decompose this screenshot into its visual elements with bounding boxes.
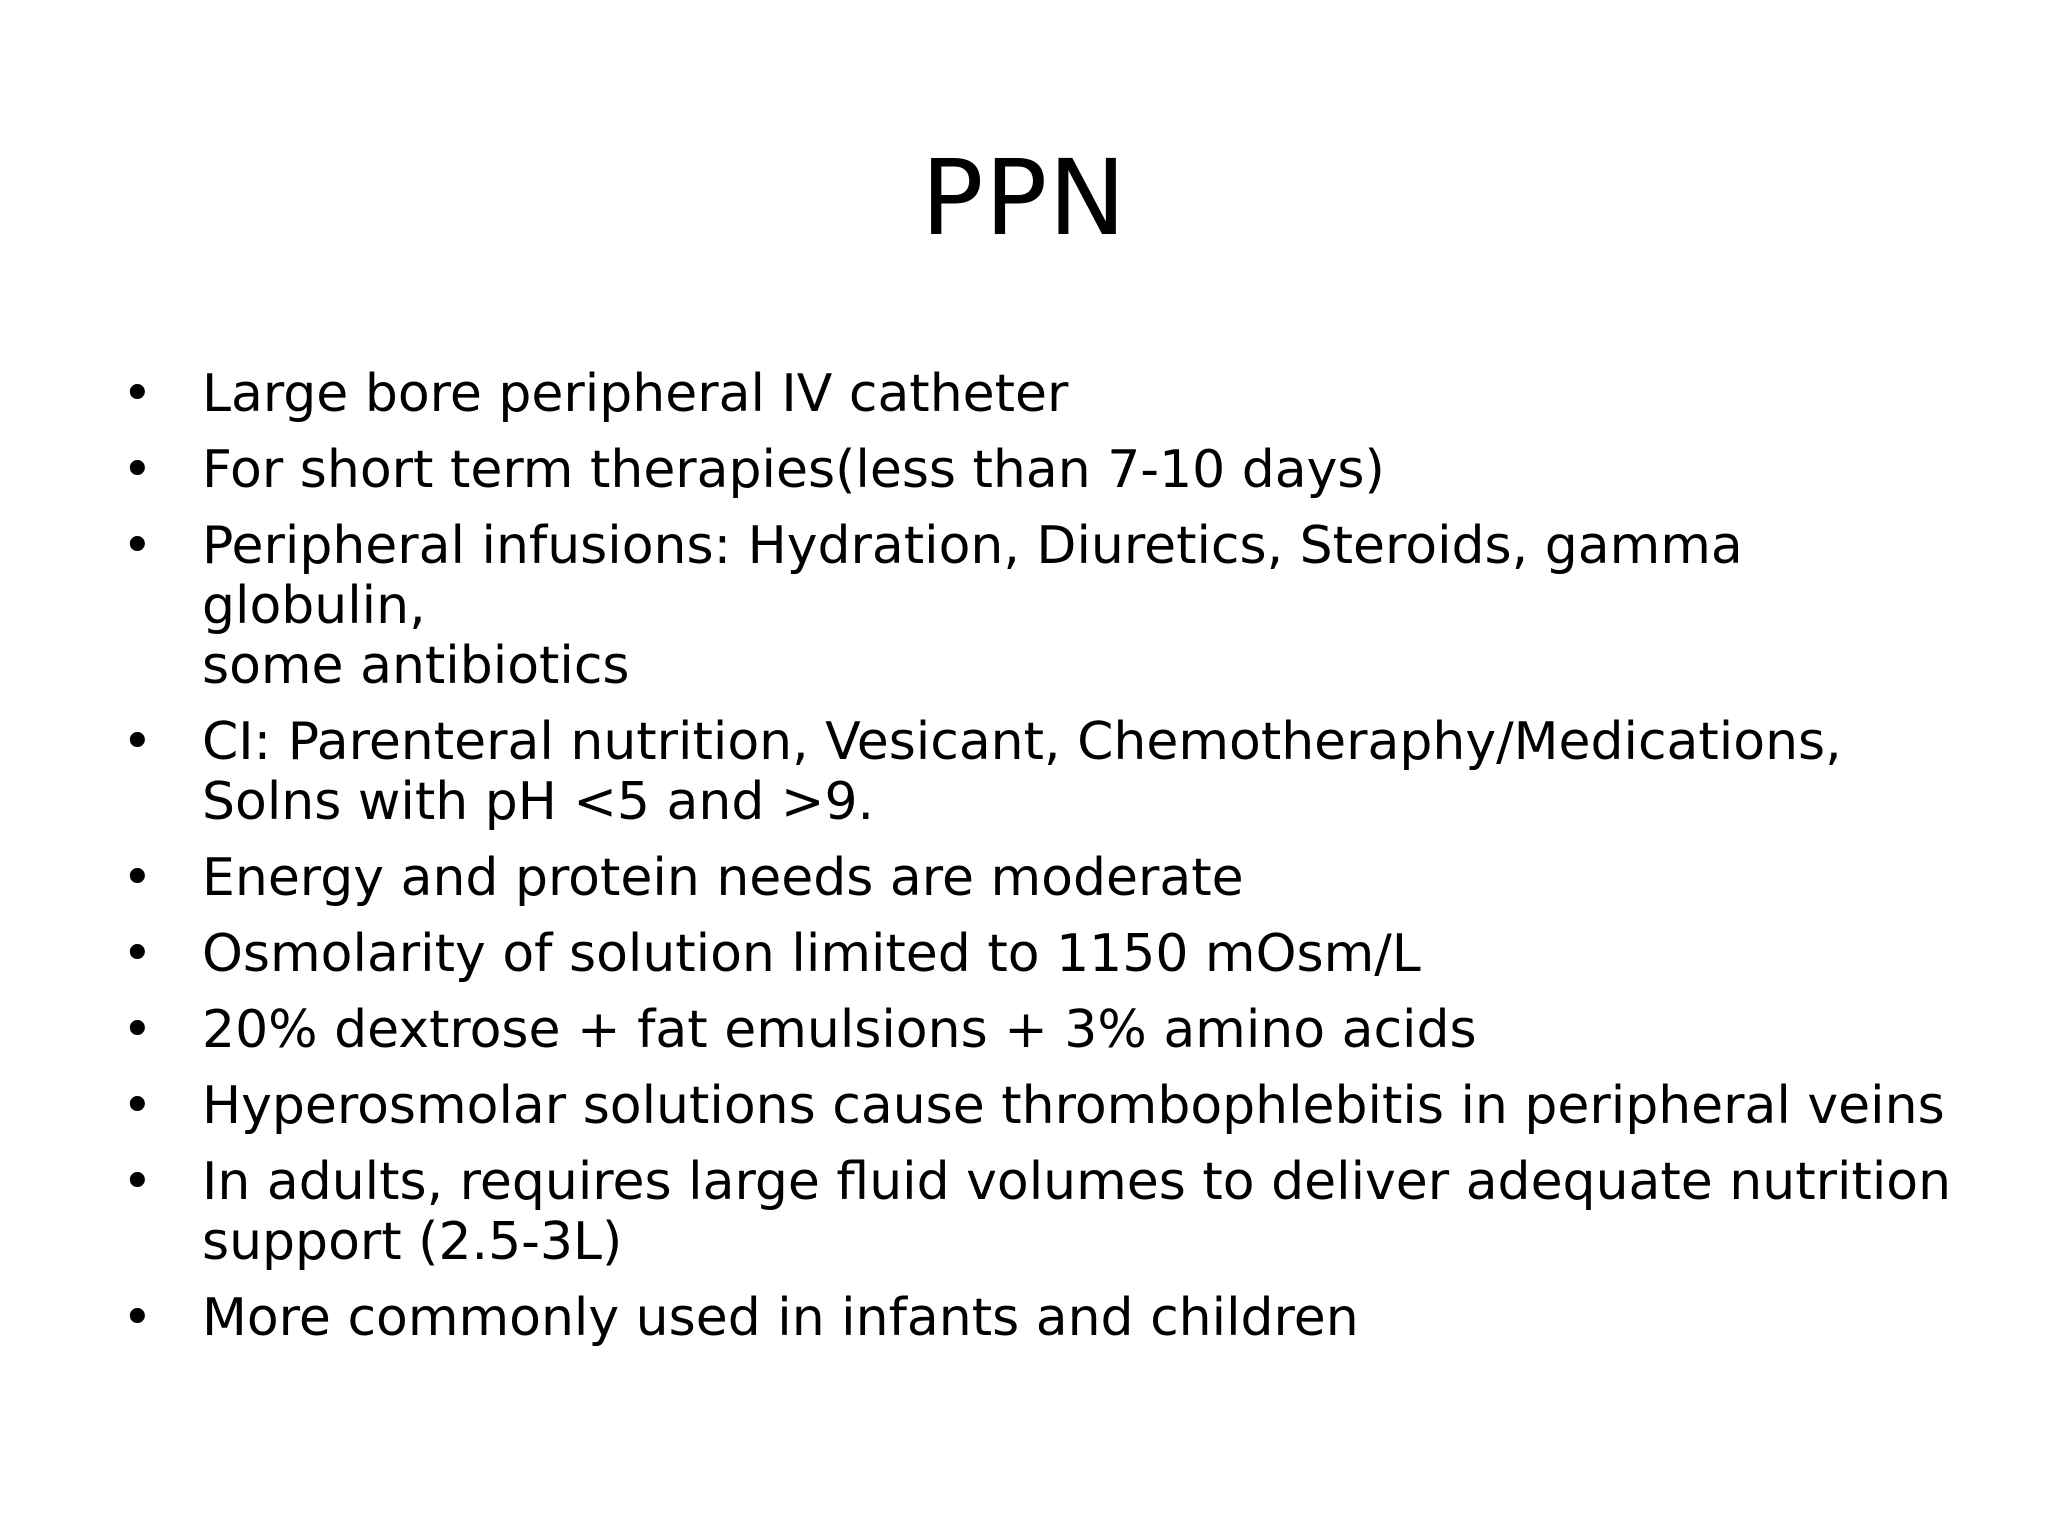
bullet-marker: • [122, 924, 153, 984]
bullet-marker: • [122, 1000, 153, 1060]
bullet-item [122, 516, 1982, 696]
bullet-text: More commonly used in infants and children [202, 1288, 1359, 1348]
bullet-text: Large bore peripheral IV catheter [202, 364, 1069, 424]
bullet-text: 20% dextrose + fat emulsions + 3% amino acids [202, 1000, 1477, 1060]
bullet-marker: • [122, 712, 153, 772]
bullet-text: For short term therapies(less than 7-10 days) [202, 440, 1385, 500]
bullet-list [122, 364, 1982, 1364]
slide-title: PPN [920, 137, 1128, 259]
bullet-marker: • [122, 848, 153, 908]
bullet-text: Osmolarity of solution limited to 1150 mOsm/L [202, 924, 1421, 984]
bullet-marker: • [122, 516, 153, 576]
bullet-item [122, 1000, 1982, 1060]
bullet-item [122, 848, 1982, 908]
bullet-marker: • [122, 440, 153, 500]
bullet-item [122, 924, 1982, 984]
bullet-item [122, 1076, 1982, 1136]
bullet-marker: • [122, 1076, 153, 1136]
bullet-marker: • [122, 1288, 153, 1348]
bullet-marker: • [122, 364, 153, 424]
bullet-item [122, 364, 1982, 424]
bullet-text: Peripheral infusions: Hydration, Diuretics, Steroids, gamma globulin, some antibiotics [202, 516, 1743, 696]
bullet-text: CI: Parenteral nutrition, Vesicant, Chemotheraphy/Medications, Solns with pH <5 and >9. [202, 712, 1842, 832]
bullet-item [122, 712, 1982, 832]
bullet-text: Hyperosmolar solutions cause thrombophlebitis in peripheral veins [202, 1076, 1945, 1136]
bullet-item [122, 1288, 1982, 1348]
bullet-marker: • [122, 1152, 153, 1212]
bullet-text: In adults, requires large fluid volumes to deliver adequate nutrition support (2.5-3L) [202, 1152, 1952, 1272]
bullet-text: Energy and protein needs are moderate [202, 848, 1244, 908]
bullet-item [122, 440, 1982, 500]
bullet-item [122, 1152, 1982, 1272]
